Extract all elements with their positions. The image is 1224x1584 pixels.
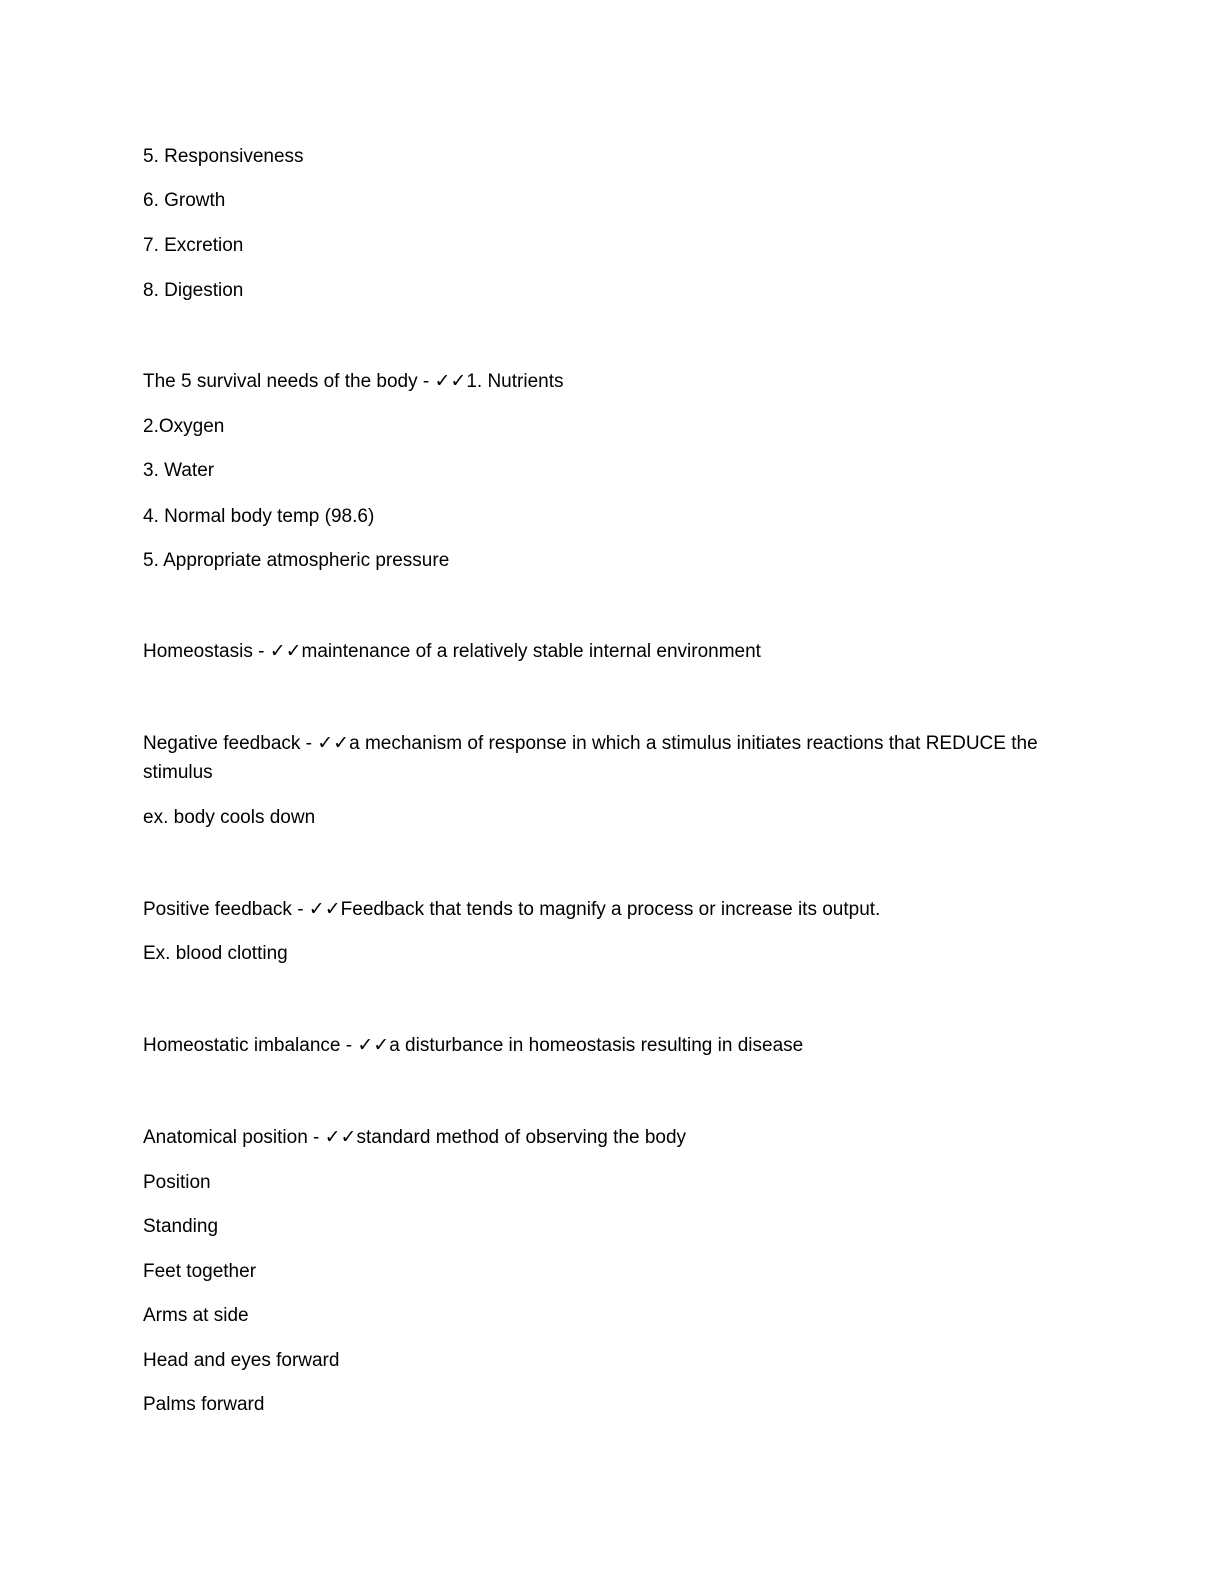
term-negative-feedback: Negative feedback - ✓✓a mechanism of response in which a stimulus initiates reactions that REDUCE the stimulus (143, 733, 1038, 783)
list-item-growth: 6. Growth (143, 190, 226, 211)
list-item-feet-together: Feet together (143, 1261, 257, 1282)
list-item-standing: Standing (143, 1216, 219, 1237)
list-item-head-eyes-forward: Head and eyes forward (143, 1350, 340, 1371)
list-item-water: 3. Water (143, 460, 215, 481)
term-homeostatic-imbalance: Homeostatic imbalance - ✓✓a disturbance in homeostasis resulting in disease (143, 1035, 804, 1056)
list-item-palms-forward: Palms forward (143, 1394, 265, 1415)
term-positive-feedback: Positive feedback - ✓✓Feedback that tends to magnify a process or increase its output. (143, 899, 881, 920)
example-negative-feedback: ex. body cools down (143, 807, 316, 828)
list-item-body-temp: 4. Normal body temp (98.6) (143, 506, 375, 527)
term-homeostasis: Homeostasis - ✓✓maintenance of a relatively stable internal environment (143, 641, 761, 662)
list-item-digestion: 8. Digestion (143, 280, 244, 301)
list-item-position: Position (143, 1172, 211, 1193)
list-item-oxygen: 2.Oxygen (143, 416, 225, 437)
list-item-atmospheric-pressure: 5. Appropriate atmospheric pressure (143, 550, 450, 571)
list-item-arms-at-side: Arms at side (143, 1305, 249, 1326)
term-anatomical-position: Anatomical position - ✓✓standard method of observing the body (143, 1127, 687, 1148)
list-item-responsiveness: 5. Responsiveness (143, 146, 304, 167)
term-survival-needs: The 5 survival needs of the body - ✓✓1. Nutrients (143, 371, 564, 392)
list-item-excretion: 7. Excretion (143, 235, 244, 256)
example-positive-feedback: Ex. blood clotting (143, 943, 288, 964)
